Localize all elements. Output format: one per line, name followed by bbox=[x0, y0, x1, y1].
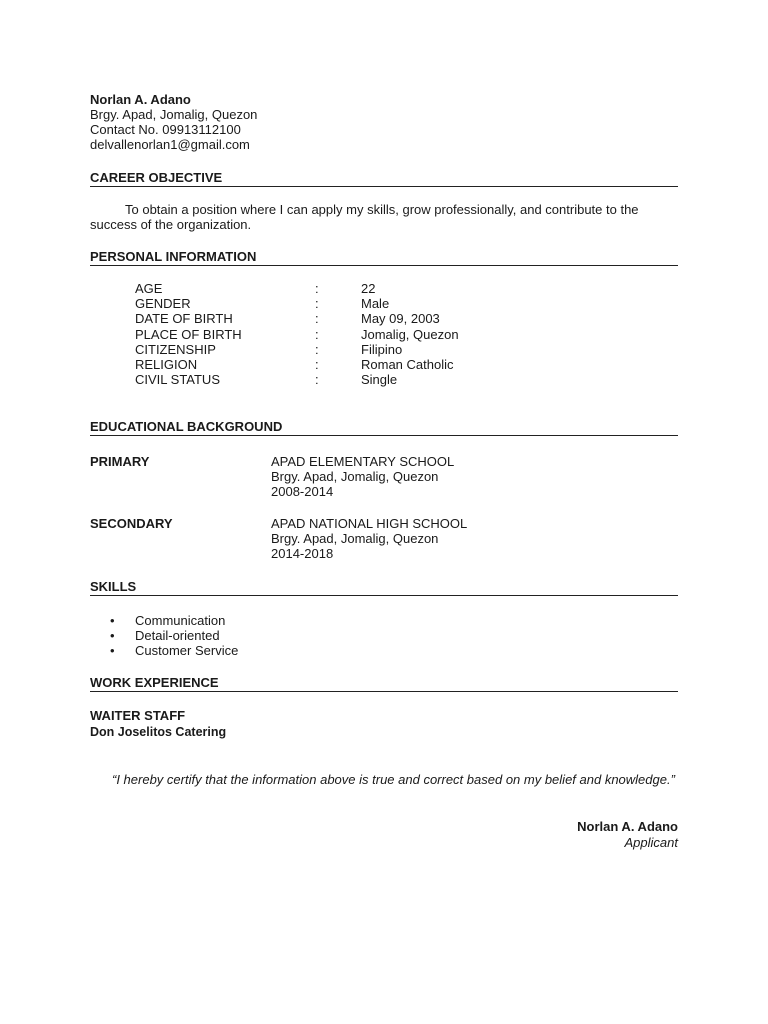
info-row-date-of-birth bbox=[135, 311, 535, 326]
signature-role: Applicant bbox=[624, 835, 678, 850]
info-colon: : bbox=[315, 326, 319, 342]
info-colon: : bbox=[315, 281, 319, 296]
education-detail bbox=[271, 516, 467, 562]
list-item bbox=[110, 643, 238, 658]
info-label: AGE bbox=[135, 281, 163, 296]
skill-label: Customer Service bbox=[135, 643, 239, 659]
educational-background-heading: EDUCATIONAL BACKGROUND bbox=[90, 419, 678, 436]
info-label: CITIZENSHIP bbox=[135, 341, 216, 357]
info-row-citizenship bbox=[135, 342, 535, 357]
info-row-religion bbox=[135, 357, 535, 372]
skills-heading: SKILLS bbox=[90, 579, 678, 596]
school-years: 2008-2014 bbox=[271, 484, 334, 500]
info-row-age bbox=[135, 281, 535, 296]
career-objective-text: To obtain a position where I can apply my skills, grow professionally, and contribute to the success of the organization. bbox=[90, 202, 639, 232]
info-value: May 09, 2003 bbox=[361, 311, 440, 327]
school-address: Brgy. Apad, Jomalig, Quezon bbox=[271, 531, 439, 547]
personal-information-heading: PERSONAL INFORMATION bbox=[90, 249, 678, 266]
education-level: SECONDARY bbox=[90, 516, 173, 531]
info-label: CIVIL STATUS bbox=[135, 372, 220, 388]
info-colon: : bbox=[315, 311, 319, 327]
applicant-address: Brgy. Apad, Jomalig, Quezon bbox=[90, 107, 258, 122]
skill-label: Detail-oriented bbox=[135, 628, 220, 644]
info-value: 22 bbox=[361, 281, 376, 296]
job-position: WAITER STAFF bbox=[90, 708, 186, 723]
work-experience-heading: WORK EXPERIENCE bbox=[90, 675, 678, 692]
list-item bbox=[110, 628, 238, 643]
signature-name: Norlan A. Adano bbox=[577, 819, 678, 834]
bullet-icon: • bbox=[110, 643, 115, 659]
info-label: PLACE OF BIRTH bbox=[135, 326, 242, 342]
info-value: Single bbox=[361, 372, 398, 388]
personal-information-table bbox=[135, 281, 535, 387]
info-value: Jomalig, Quezon bbox=[361, 326, 459, 342]
info-label: DATE OF BIRTH bbox=[135, 311, 233, 327]
bullet-icon: • bbox=[110, 628, 115, 644]
resume-header bbox=[90, 92, 257, 152]
info-label: GENDER bbox=[135, 296, 191, 312]
info-colon: : bbox=[315, 296, 319, 312]
education-detail bbox=[271, 454, 454, 500]
info-row-place-of-birth bbox=[135, 327, 535, 342]
signature-block bbox=[577, 819, 678, 851]
school-name: APAD ELEMENTARY SCHOOL bbox=[271, 454, 455, 469]
info-colon: : bbox=[315, 372, 319, 388]
info-value: Filipino bbox=[361, 341, 403, 357]
applicant-contact: Contact No. 09913112100 bbox=[90, 122, 241, 137]
list-item bbox=[110, 613, 238, 628]
education-level: PRIMARY bbox=[90, 454, 150, 469]
info-label: RELIGION bbox=[135, 356, 198, 372]
info-value: Male bbox=[361, 296, 390, 312]
info-colon: : bbox=[315, 341, 319, 357]
school-name: APAD NATIONAL HIGH SCHOOL bbox=[271, 516, 468, 531]
career-objective-heading: CAREER OBJECTIVE bbox=[90, 170, 678, 187]
school-address: Brgy. Apad, Jomalig, Quezon bbox=[271, 469, 439, 485]
info-value: Roman Catholic bbox=[361, 356, 454, 372]
applicant-name: Norlan A. Adano bbox=[90, 92, 191, 107]
skill-label: Communication bbox=[135, 613, 226, 628]
work-experience-entry bbox=[90, 708, 226, 740]
info-row-civil-status bbox=[135, 372, 535, 387]
school-years: 2014-2018 bbox=[271, 546, 334, 562]
info-colon: : bbox=[315, 356, 319, 372]
info-row-gender bbox=[135, 296, 535, 311]
job-company: Don Joselitos Catering bbox=[90, 725, 227, 739]
applicant-email: delvallenorlan1@gmail.com bbox=[90, 137, 250, 152]
skills-list bbox=[110, 613, 238, 659]
bullet-icon: • bbox=[110, 613, 115, 628]
certification-statement: “I hereby certify that the information above is true and correct based on my belief and knowledge.” bbox=[112, 772, 675, 787]
